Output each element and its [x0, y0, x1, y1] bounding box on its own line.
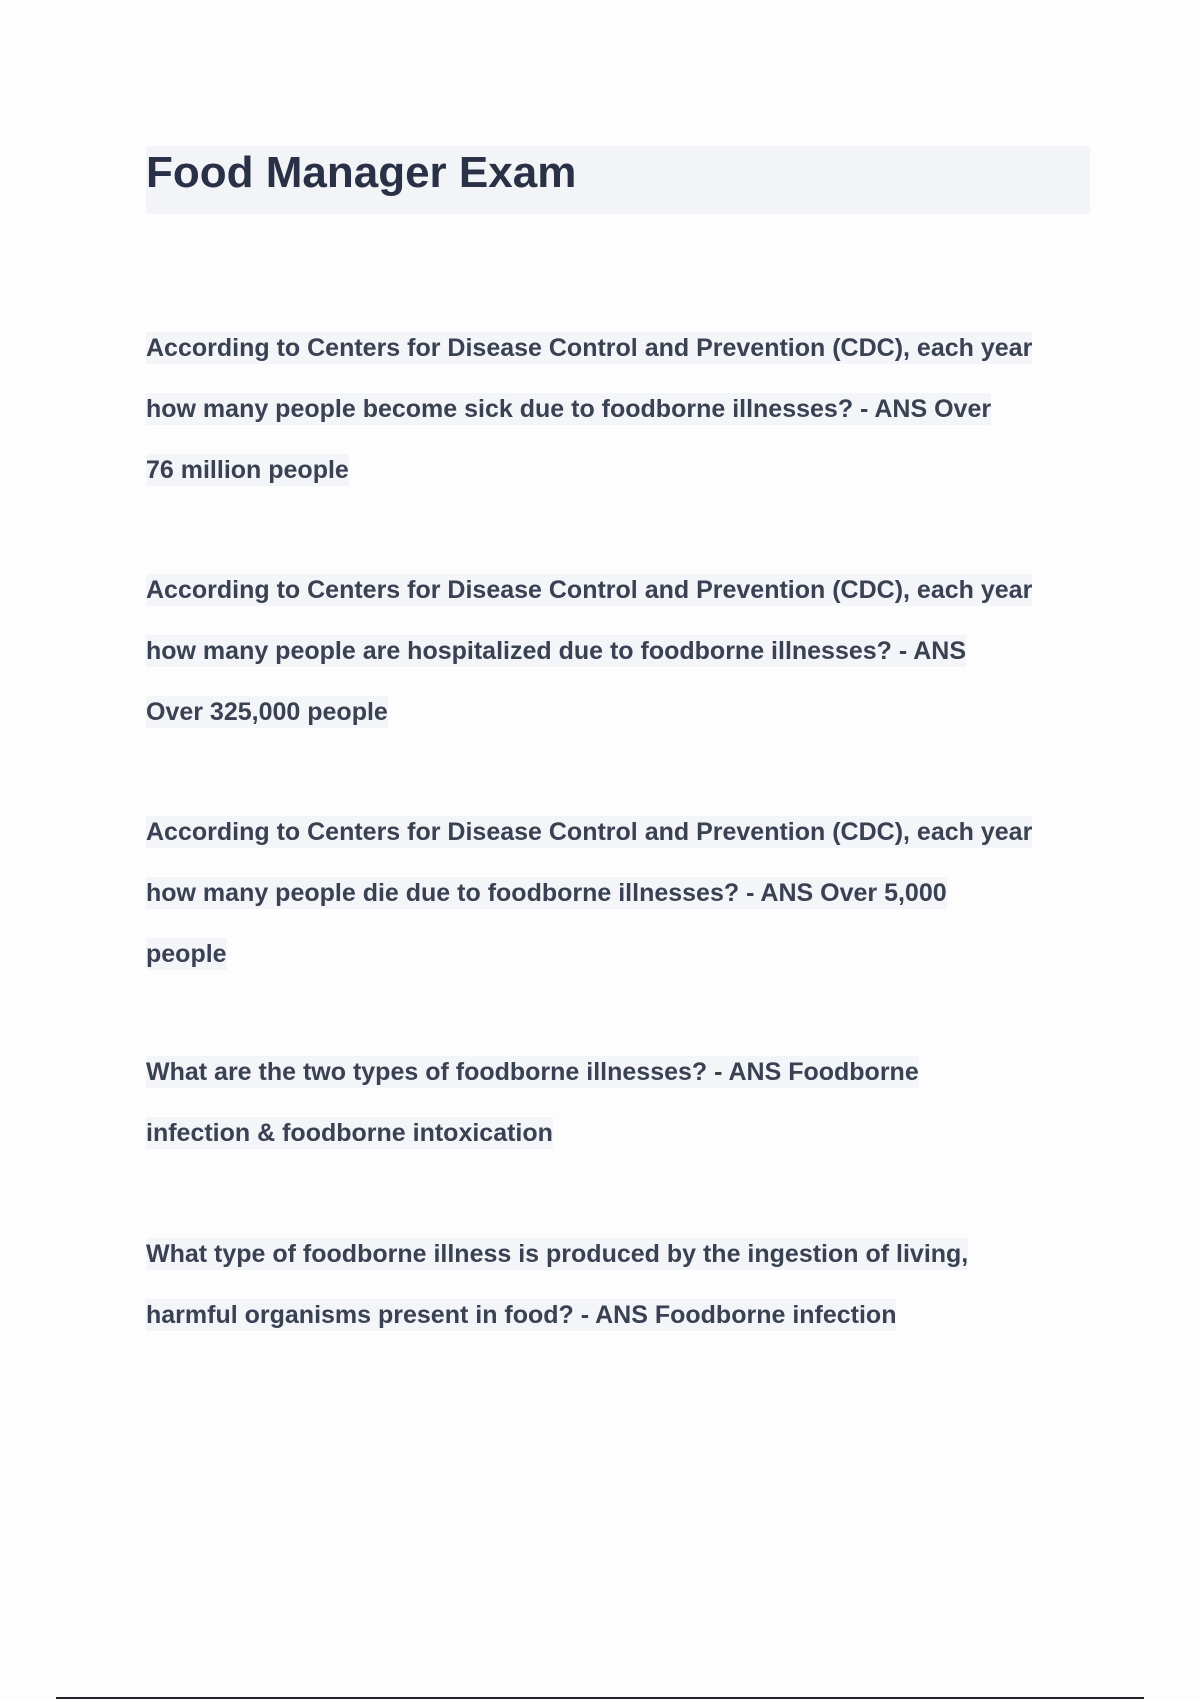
- qa-line-text: According to Centers for Disease Control and Prevention (CDC), each year: [146, 334, 1033, 362]
- qa-line: [146, 318, 1086, 379]
- qa-line: [146, 621, 1086, 682]
- qa-item-1: [146, 318, 1086, 501]
- qa-line: [146, 863, 1086, 924]
- qa-line-text: how many people are hospitalized due to foodborne illnesses? - ANS: [146, 637, 967, 665]
- qa-line-text: What type of foodborne illness is produced by the ingestion of living,: [146, 1240, 969, 1268]
- qa-line: [146, 379, 1086, 440]
- qa-line: [146, 560, 1086, 621]
- qa-line-text: infection & foodborne intoxication: [146, 1119, 553, 1147]
- qa-line-text: Over 325,000 people: [146, 698, 388, 726]
- qa-item-5: [146, 1224, 1086, 1346]
- qa-line-text: people: [146, 940, 227, 968]
- qa-line: [146, 1285, 1086, 1346]
- qa-line-text: 76 million people: [146, 456, 349, 484]
- qa-line-text: According to Centers for Disease Control and Prevention (CDC), each year: [146, 818, 1033, 846]
- qa-line: [146, 1042, 1086, 1103]
- qa-line: [146, 682, 1086, 743]
- qa-line-text: According to Centers for Disease Control and Prevention (CDC), each year: [146, 576, 1033, 604]
- footer-divider: [56, 1697, 1144, 1699]
- qa-line: [146, 802, 1086, 863]
- qa-item-3: [146, 802, 1086, 985]
- page-title: Food Manager Exam: [146, 148, 577, 197]
- qa-item-2: [146, 560, 1086, 743]
- qa-line-text: What are the two types of foodborne illnesses? - ANS Foodborne: [146, 1058, 919, 1086]
- qa-line-text: how many people die due to foodborne illnesses? - ANS Over 5,000: [146, 879, 947, 907]
- qa-line: [146, 1103, 1086, 1164]
- qa-line: [146, 924, 1086, 985]
- qa-item-4: [146, 1042, 1086, 1164]
- qa-line: [146, 440, 1086, 501]
- qa-line-text: how many people become sick due to foodborne illnesses? - ANS Over: [146, 395, 992, 423]
- qa-line-text: harmful organisms present in food? - ANS Foodborne infection: [146, 1301, 897, 1329]
- qa-line: [146, 1224, 1086, 1285]
